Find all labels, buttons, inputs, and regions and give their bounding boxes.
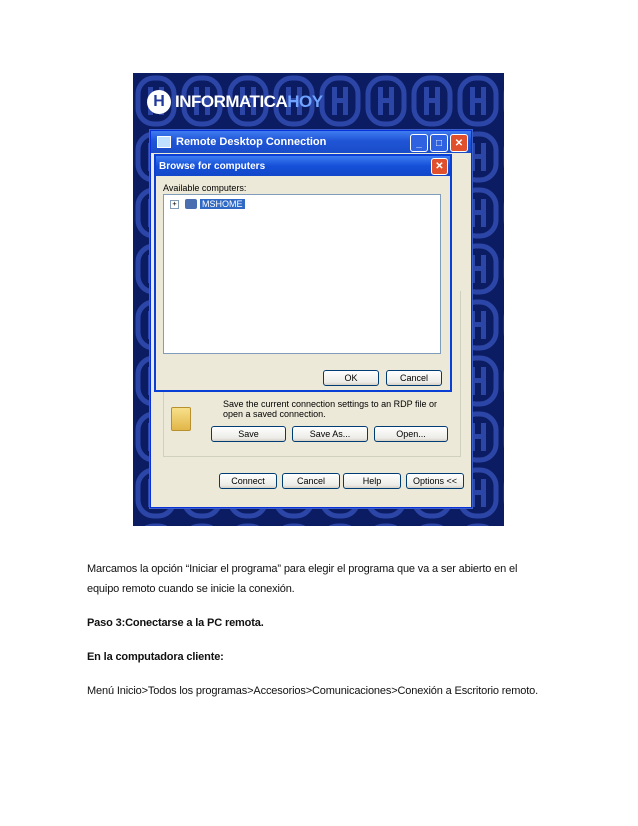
save-as-button[interactable]: Save As... — [292, 426, 368, 442]
browse-cancel-button[interactable]: Cancel — [386, 370, 442, 386]
options-button[interactable]: Options << — [406, 473, 464, 489]
close-icon[interactable]: ✕ — [450, 134, 468, 152]
logo-badge: H — [147, 90, 171, 114]
cancel-button[interactable]: Cancel — [282, 473, 340, 489]
browse-titlebar[interactable] — [156, 156, 450, 176]
rdc-title: Remote Desktop Connection — [176, 136, 327, 148]
paragraph-line-2: equipo remoto cuando se inicie la conexión. — [87, 583, 295, 595]
computers-tree[interactable] — [163, 194, 441, 354]
paragraph-line-1: Marcamos la opción “Iniciar el programa” para elegir el programa que va a ser abierto en el — [87, 563, 518, 575]
help-button[interactable]: Help — [343, 473, 401, 489]
minimize-icon[interactable]: _ — [410, 134, 428, 152]
logo-text: INFORMATICAHOY — [175, 92, 323, 111]
network-icon — [185, 199, 197, 209]
tree-item[interactable] — [170, 199, 245, 209]
site-logo — [147, 87, 323, 117]
rdc-window-controls — [410, 134, 468, 152]
save-button[interactable]: Save — [211, 426, 286, 442]
folder-icon — [171, 407, 191, 431]
maximize-icon[interactable]: □ — [430, 134, 448, 152]
menu-path: Menú Inicio>Todos los programas>Accesorios>Comunicaciones>Conexión a Escritorio remoto. — [87, 685, 539, 697]
step-heading: Paso 3:Conectarse a la PC remota. — [87, 617, 264, 629]
connect-button[interactable]: Connect — [219, 473, 277, 489]
save-description: Save the current connection settings to an RDP file or open a saved connection. — [223, 399, 437, 419]
client-heading: En la computadora cliente: — [87, 651, 224, 663]
close-icon[interactable]: ✕ — [431, 158, 448, 175]
browse-title: Browse for computers — [159, 160, 266, 172]
open-button[interactable]: Open... — [374, 426, 448, 442]
screenshot-figure — [133, 73, 504, 526]
tree-item-label[interactable]: MSHOME — [202, 199, 243, 209]
browse-dialog — [154, 154, 452, 392]
expand-icon[interactable]: + — [170, 200, 179, 209]
available-computers-label: Available computers: — [163, 183, 247, 193]
ok-button[interactable]: OK — [323, 370, 379, 386]
computer-icon — [157, 136, 171, 148]
